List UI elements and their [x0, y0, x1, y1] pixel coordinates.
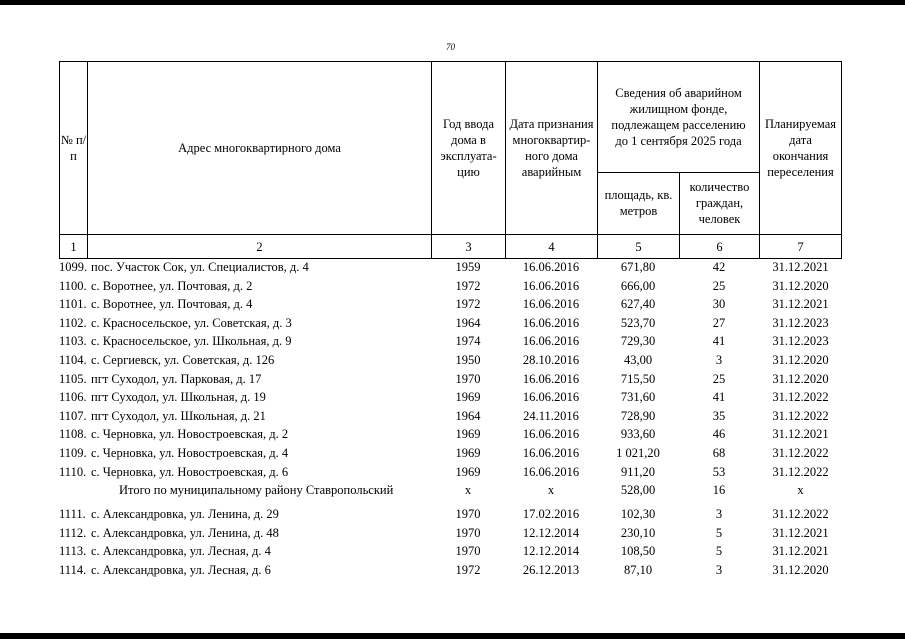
row-address: с. Александровка, ул. Лесная, д. 6 — [91, 562, 271, 577]
row-year: 1970 — [455, 544, 481, 559]
row-address: с. Воротнее, ул. Почтовая, д. 2 — [91, 278, 253, 293]
subtotal-date: x — [547, 483, 555, 498]
row-end-date: 31.12.2020 — [772, 278, 829, 293]
row-date: 26.12.2013 — [522, 562, 580, 577]
row-year: 1969 — [455, 464, 481, 479]
row-end-date: 31.12.2021 — [772, 544, 829, 559]
row-year: 1964 — [455, 315, 481, 330]
row-year: 1950 — [455, 352, 481, 367]
row-end-date: 31.12.2022 — [772, 408, 829, 423]
index-3: 3 — [432, 235, 506, 258]
table-header — [59, 61, 842, 259]
row-number: 1114. — [59, 562, 87, 577]
row-area: 666,00 — [620, 278, 656, 293]
table-row — [59, 463, 842, 482]
row-end-date: 31.12.2021 — [772, 525, 829, 540]
row-end-date: 31.12.2020 — [772, 371, 829, 386]
row-area: 729,30 — [620, 334, 656, 349]
row-address: с. Сергиевск, ул. Советская, д. 126 — [91, 352, 275, 367]
row-area: 87,10 — [623, 562, 653, 577]
row-date: 16.06.2016 — [522, 297, 580, 312]
row-number: 1111. — [59, 507, 86, 522]
top-border-rule — [0, 0, 905, 5]
row-area: 627,40 — [620, 297, 656, 312]
table-row — [59, 561, 842, 580]
row-address: с. Черновка, ул. Новостроевская, д. 4 — [91, 445, 289, 460]
row-area: 43,00 — [623, 352, 653, 367]
table-row — [59, 314, 842, 333]
row-number: 1113. — [59, 544, 87, 559]
index-6: 6 — [680, 235, 760, 258]
row-number: 1110. — [59, 464, 87, 479]
row-date: 16.06.2016 — [522, 464, 580, 479]
row-area: 728,90 — [620, 408, 656, 423]
row-count: 41 — [712, 334, 726, 349]
row-area: 1 021,20 — [616, 445, 660, 460]
row-date: 12.12.2014 — [522, 525, 580, 540]
row-year: 1969 — [455, 427, 481, 442]
row-count: 27 — [712, 315, 726, 330]
table-row — [59, 407, 842, 426]
row-address: с. Александровка, ул. Ленина, д. 48 — [91, 525, 279, 540]
row-address: с. Черновка, ул. Новостроевская, д. 6 — [91, 464, 289, 479]
row-number: 1112. — [59, 525, 87, 540]
row-end-date: 31.12.2021 — [772, 260, 829, 274]
subtotal-count: 16 — [712, 483, 726, 498]
subtotal-area: 528,00 — [620, 483, 656, 498]
row-count: 42 — [712, 260, 726, 274]
table-row — [59, 524, 842, 543]
row-end-date: 31.12.2021 — [772, 427, 829, 442]
row-count: 35 — [712, 408, 726, 423]
index-7: 7 — [797, 239, 804, 254]
row-area: 108,50 — [620, 544, 656, 559]
subtotal-row — [59, 481, 842, 501]
table-row — [59, 388, 842, 407]
row-date: 16.06.2016 — [522, 371, 580, 386]
row-count: 3 — [715, 507, 723, 522]
row-number: 1105. — [59, 371, 87, 386]
row-end-date: 31.12.2023 — [772, 334, 829, 349]
header-count: количество граждан, человек — [680, 172, 760, 234]
row-date: 16.06.2016 — [522, 278, 580, 293]
row-number: 1099. — [59, 260, 88, 274]
row-number: 1102. — [59, 315, 87, 330]
row-end-date: 31.12.2023 — [772, 315, 829, 330]
index-4: 4 — [506, 235, 598, 258]
row-year: 1970 — [455, 371, 481, 386]
row-date: 16.06.2016 — [522, 315, 580, 330]
table-row — [59, 295, 842, 314]
row-year: 1969 — [455, 445, 481, 460]
row-area: 731,60 — [620, 390, 656, 405]
subtotal-end-date: x — [797, 483, 804, 498]
row-area: 523,70 — [620, 315, 656, 330]
row-date: 17.02.2016 — [522, 507, 580, 522]
row-end-date: 31.12.2021 — [772, 297, 829, 312]
header-num: № п/п — [60, 62, 88, 234]
row-date: 24.11.2016 — [523, 408, 579, 423]
subtotal-year: x — [464, 483, 472, 498]
row-address: с. Александровка, ул. Ленина, д. 29 — [91, 507, 279, 522]
table-row — [59, 351, 842, 370]
row-date: 16.06.2016 — [522, 445, 580, 460]
row-number: 1109. — [59, 445, 87, 460]
row-area: 230,10 — [620, 525, 656, 540]
table-row — [59, 444, 842, 463]
row-year: 1970 — [455, 507, 481, 522]
table-row — [59, 505, 842, 524]
row-address: пгт Суходол, ул. Школьная, д. 19 — [91, 390, 266, 405]
row-address: с. Красносельское, ул. Советская, д. 3 — [91, 315, 292, 330]
bottom-border-rule — [0, 633, 905, 639]
row-year: 1974 — [455, 334, 481, 349]
header-end-date: Планируемая дата окончания переселения — [764, 117, 837, 179]
row-address: с. Воротнее, ул. Почтовая, д. 4 — [91, 297, 253, 312]
row-number: 1107. — [59, 408, 87, 423]
header-year: Год ввода дома в эксплуата-цию — [432, 62, 506, 234]
index-1: 1 — [60, 235, 88, 258]
row-end-date: 31.12.2020 — [772, 562, 829, 577]
row-year: 1964 — [455, 408, 481, 423]
row-area: 715,50 — [620, 371, 656, 386]
header-group: Сведения об аварийном жилищном фонде, подлежащем расселению до 1 сентября 2025 года — [598, 62, 760, 172]
table-row — [59, 277, 842, 296]
row-year: 1969 — [455, 390, 481, 405]
row-count: 5 — [715, 525, 723, 540]
row-end-date: 31.12.2020 — [772, 352, 829, 367]
row-date: 12.12.2014 — [522, 544, 580, 559]
index-2: 2 — [88, 235, 432, 258]
row-date: 28.10.2016 — [522, 352, 580, 367]
table-row — [59, 425, 842, 444]
header-date: Дата признания многоквартир-ного дома аварийным — [506, 62, 598, 234]
table-body — [59, 258, 842, 580]
row-count: 41 — [712, 390, 726, 405]
row-area: 671,80 — [620, 260, 656, 274]
row-address: пос. Участок Сок, ул. Специалистов, д. 4 — [91, 260, 309, 274]
row-count: 46 — [712, 427, 726, 442]
subtotal-label: Итого по муниципальному району Ставропольский — [119, 483, 394, 498]
row-year: 1972 — [455, 562, 481, 577]
row-date: 16.06.2016 — [522, 427, 580, 442]
row-date: 16.06.2016 — [522, 390, 580, 405]
row-count: 25 — [712, 371, 726, 386]
row-number: 1101. — [59, 297, 87, 312]
row-address: пгт Суходол, ул. Парковая, д. 17 — [91, 371, 262, 386]
row-address: с. Черновка, ул. Новостроевская, д. 2 — [91, 427, 289, 442]
row-address: пгт Суходол, ул. Школьная, д. 21 — [91, 408, 266, 423]
page-number: 70 — [446, 42, 455, 52]
row-date: 16.06.2016 — [522, 260, 580, 274]
header-group-divider — [598, 172, 760, 173]
row-count: 3 — [715, 352, 723, 367]
row-address: с. Красносельское, ул. Школьная, д. 9 — [91, 334, 292, 349]
row-end-date: 31.12.2022 — [772, 390, 829, 405]
row-count: 68 — [712, 445, 726, 460]
row-end-date: 31.12.2022 — [772, 445, 829, 460]
row-area: 102,30 — [620, 507, 656, 522]
row-end-date: 31.12.2022 — [772, 464, 829, 479]
header-address: Адрес многоквартирного дома — [88, 62, 432, 234]
table-row — [59, 542, 842, 561]
row-number: 1104. — [59, 352, 87, 367]
row-year: 1970 — [455, 525, 481, 540]
row-area: 911,20 — [621, 464, 655, 479]
row-address: с. Александровка, ул. Лесная, д. 4 — [91, 544, 271, 559]
row-number: 1103. — [59, 334, 87, 349]
row-year: 1959 — [455, 260, 481, 274]
row-year: 1972 — [455, 278, 481, 293]
row-count: 25 — [712, 278, 726, 293]
row-area: 933,60 — [620, 427, 656, 442]
header-area: площадь, кв. метров — [598, 172, 680, 234]
row-date: 16.06.2016 — [522, 334, 580, 349]
row-end-date: 31.12.2022 — [772, 507, 829, 522]
row-count: 3 — [715, 562, 723, 577]
row-number: 1100. — [59, 278, 87, 293]
index-5: 5 — [598, 235, 680, 258]
row-number: 1108. — [59, 427, 87, 442]
table-row — [59, 370, 842, 389]
row-number: 1106. — [59, 390, 87, 405]
row-count: 5 — [715, 544, 723, 559]
row-count: 30 — [712, 297, 726, 312]
table-row — [59, 258, 842, 277]
row-count: 53 — [712, 464, 726, 479]
table-row — [59, 332, 842, 351]
row-year: 1972 — [455, 297, 481, 312]
